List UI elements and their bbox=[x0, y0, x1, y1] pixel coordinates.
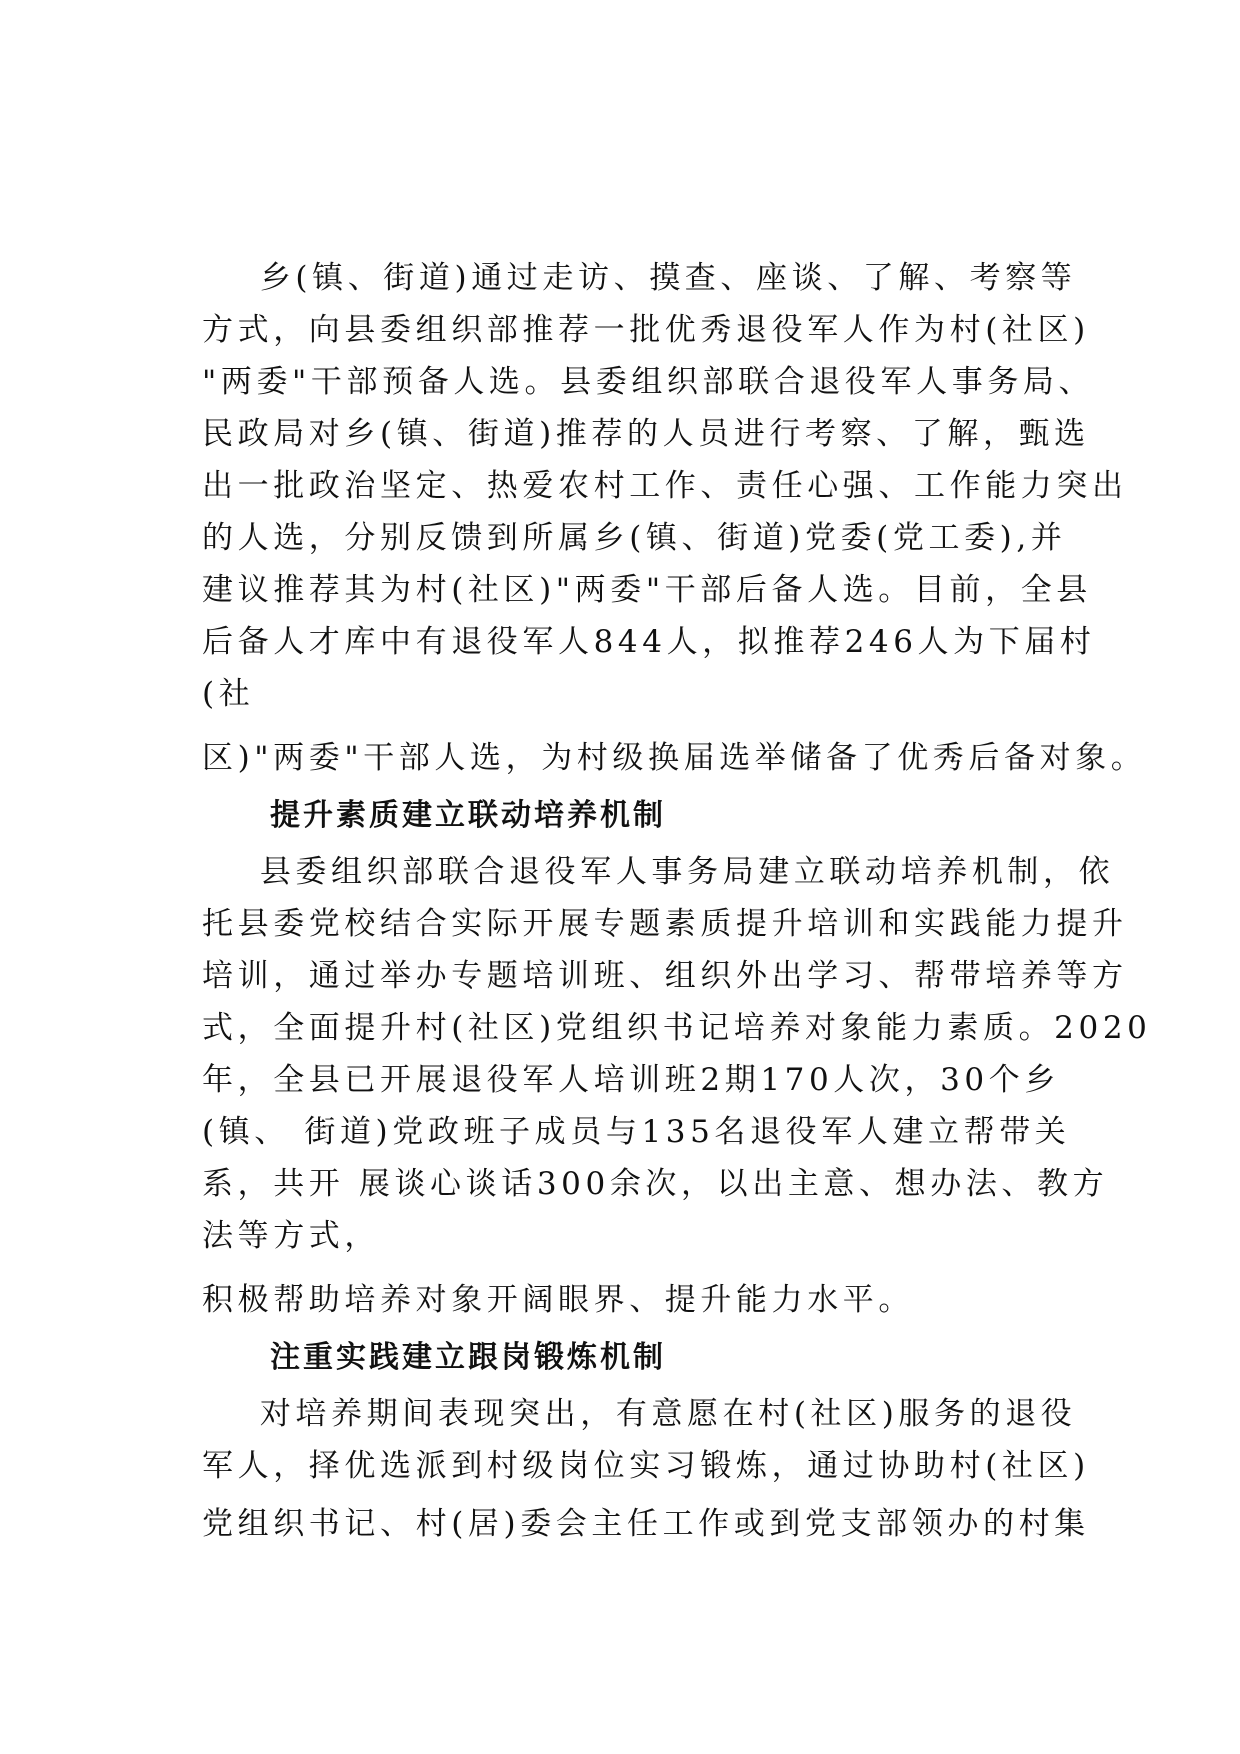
paragraph-line: 式，全面提升村(社区)党组织书记培养对象能力素质。2020 bbox=[202, 1010, 1152, 1046]
section-heading: 注重实践建立跟岗锻炼机制 bbox=[270, 1340, 666, 1375]
paragraph-line: 的人选，分别反馈到所属乡(镇、街道)党委(党工委),并 bbox=[202, 520, 1067, 556]
section-heading: 提升素质建立联动培养机制 bbox=[270, 798, 666, 833]
paragraph-line: 区)"两委"干部人选，为村级换届选举储备了优秀后备对象。 bbox=[202, 740, 1147, 776]
paragraph-line: 民政局对乡(镇、街道)推荐的人员进行考察、了解，甄选 bbox=[202, 416, 1090, 452]
paragraph-line: 方式，向县委组织部推荐一批优秀退役军人作为村(社区) bbox=[202, 312, 1090, 348]
paragraph-line: 系，共开 展谈心谈话300余次，以出主意、想办法、教方 bbox=[202, 1166, 1109, 1202]
paragraph-line: 党组织书记、村(居)委会主任工作或到党支部领办的村集 bbox=[202, 1506, 1090, 1542]
paragraph-line: 托县委党校结合实际开展专题素质提升培训和实践能力提升 bbox=[202, 906, 1128, 942]
paragraph-line: 出一批政治坚定、热爱农村工作、责任心强、工作能力突出 bbox=[202, 468, 1128, 504]
paragraph-line: 对培养期间表现突出，有意愿在村(社区)服务的退役 bbox=[202, 1396, 1077, 1432]
paragraph-line: "两委"干部预备人选。县委组织部联合退役军人事务局、 bbox=[202, 364, 1095, 400]
paragraph-line: 法等方式， bbox=[202, 1218, 380, 1254]
paragraph-line: (镇、 街道)党政班子成员与135名退役军人建立帮带关 bbox=[202, 1114, 1071, 1150]
paragraph-line: (社 bbox=[202, 676, 255, 712]
paragraph-line: 培训，通过举办专题培训班、组织外出学习、帮带培养等方 bbox=[202, 958, 1128, 994]
paragraph-line: 积极帮助培养对象开阔眼界、提升能力水平。 bbox=[202, 1282, 914, 1318]
paragraph-line: 后备人才库中有退役军人844人，拟推荐246人为下届村 bbox=[202, 624, 1096, 660]
paragraph-line: 年，全县已开展退役军人培训班2期170人次，30个乡 bbox=[202, 1062, 1060, 1098]
paragraph-line: 乡(镇、街道)通过走访、摸查、座谈、了解、考察等 bbox=[202, 260, 1077, 296]
paragraph-line: 军人，择优选派到村级岗位实习锻炼，通过协助村(社区) bbox=[202, 1448, 1090, 1484]
paragraph-line: 建议推荐其为村(社区)"两委"干部后备人选。目前，全县 bbox=[202, 572, 1092, 608]
paragraph-line: 县委组织部联合退役军人事务局建立联动培养机制，依 bbox=[202, 854, 1115, 890]
